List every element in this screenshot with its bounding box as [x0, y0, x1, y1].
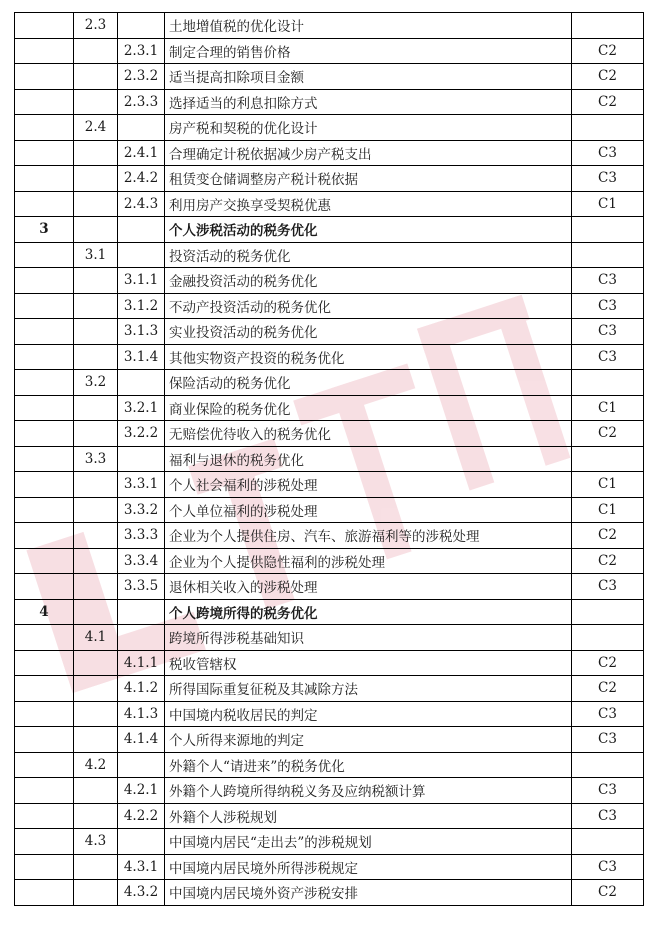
section-number-cell — [74, 140, 118, 166]
chapter-number-cell — [15, 140, 74, 166]
chapter-number-cell — [15, 395, 74, 421]
table-row — [15, 778, 644, 804]
competency-level-cell: C2 — [572, 650, 644, 676]
table-row — [15, 829, 644, 855]
subsection-number-cell: 2.4.1 — [118, 140, 165, 166]
topic-title-cell: 不动产投资活动的税务优化 — [165, 293, 572, 319]
section-number-cell: 4.2 — [74, 752, 118, 778]
topic-title-cell: 个人所得来源地的判定 — [165, 727, 572, 753]
topic-title-cell: 税收管辖权 — [165, 650, 572, 676]
table-row — [15, 370, 644, 396]
table-row — [15, 166, 644, 192]
chapter-number-cell — [15, 446, 74, 472]
subsection-number-cell: 3.1.4 — [118, 344, 165, 370]
topic-title-cell: 外籍个人“请进来”的税务优化 — [165, 752, 572, 778]
chapter-number-cell — [15, 191, 74, 217]
section-number-cell — [74, 854, 118, 880]
subsection-number-cell: 4.3.1 — [118, 854, 165, 880]
subsection-number-cell: 2.4.3 — [118, 191, 165, 217]
competency-level-cell: C2 — [572, 89, 644, 115]
topic-title-cell: 外籍个人跨境所得纳税义务及应纳税额计算 — [165, 778, 572, 804]
competency-level-cell: C1 — [572, 395, 644, 421]
section-number-cell: 4.3 — [74, 829, 118, 855]
subsection-number-cell — [118, 370, 165, 396]
chapter-number-cell — [15, 166, 74, 192]
section-number-cell — [74, 523, 118, 549]
subsection-number-cell — [118, 599, 165, 625]
topic-title-cell: 租赁变仓储调整房产税计税依据 — [165, 166, 572, 192]
topic-title-cell: 福利与退休的税务优化 — [165, 446, 572, 472]
subsection-number-cell: 3.3.3 — [118, 523, 165, 549]
chapter-number-cell — [15, 344, 74, 370]
topic-title-cell: 企业为个人提供隐性福利的涉税处理 — [165, 548, 572, 574]
table-row — [15, 472, 644, 498]
competency-level-cell — [572, 446, 644, 472]
section-number-cell — [74, 701, 118, 727]
subsection-number-cell — [118, 115, 165, 141]
competency-level-cell: C2 — [572, 38, 644, 64]
section-number-cell — [74, 64, 118, 90]
table-row — [15, 344, 644, 370]
section-number-cell — [74, 166, 118, 192]
table-row — [15, 548, 644, 574]
chapter-number-cell — [15, 676, 74, 702]
chapter-number-cell — [15, 497, 74, 523]
section-number-cell: 3.2 — [74, 370, 118, 396]
topic-title-cell: 其他实物资产投资的税务优化 — [165, 344, 572, 370]
topic-title-cell: 无赔偿优待收入的税务优化 — [165, 421, 572, 447]
subsection-number-cell: 3.3.2 — [118, 497, 165, 523]
table-row — [15, 701, 644, 727]
topic-title-cell: 房产税和契税的优化设计 — [165, 115, 572, 141]
competency-level-cell: C2 — [572, 676, 644, 702]
topic-title-cell: 中国境内居民“走出去”的涉税规划 — [165, 829, 572, 855]
topic-title-cell: 土地增值税的优化设计 — [165, 13, 572, 39]
chapter-row — [15, 217, 644, 243]
topic-title-cell: 个人跨境所得的税务优化 — [165, 599, 572, 625]
table-row — [15, 13, 644, 39]
competency-level-cell: C1 — [572, 472, 644, 498]
table-row — [15, 140, 644, 166]
topic-title-cell: 投资活动的税务优化 — [165, 242, 572, 268]
subsection-number-cell: 2.4.2 — [118, 166, 165, 192]
competency-level-cell: C3 — [572, 293, 644, 319]
table-row — [15, 89, 644, 115]
competency-level-cell — [572, 242, 644, 268]
subsection-number-cell: 3.3.1 — [118, 472, 165, 498]
chapter-number-cell — [15, 115, 74, 141]
subsection-number-cell: 2.3.3 — [118, 89, 165, 115]
topic-title-cell: 中国境内税收居民的判定 — [165, 701, 572, 727]
subsection-number-cell — [118, 217, 165, 243]
subsection-number-cell: 3.3.5 — [118, 574, 165, 600]
subsection-number-cell: 2.3.2 — [118, 64, 165, 90]
subsection-number-cell: 2.3.1 — [118, 38, 165, 64]
topic-title-cell: 退休相关收入的涉税处理 — [165, 574, 572, 600]
section-number-cell — [74, 268, 118, 294]
competency-level-cell: C3 — [572, 140, 644, 166]
chapter-number-cell — [15, 64, 74, 90]
subsection-number-cell: 3.1.3 — [118, 319, 165, 345]
competency-level-cell: C3 — [572, 701, 644, 727]
section-number-cell — [74, 217, 118, 243]
competency-level-cell: C3 — [572, 344, 644, 370]
chapter-number-cell — [15, 548, 74, 574]
competency-level-cell: C3 — [572, 268, 644, 294]
topic-title-cell: 制定合理的销售价格 — [165, 38, 572, 64]
topic-title-cell: 选择适当的利息扣除方式 — [165, 89, 572, 115]
table-row — [15, 115, 644, 141]
subsection-number-cell: 3.1.1 — [118, 268, 165, 294]
chapter-number-cell — [15, 421, 74, 447]
chapter-number-cell — [15, 268, 74, 294]
table-row — [15, 650, 644, 676]
table-row — [15, 395, 644, 421]
section-number-cell — [74, 191, 118, 217]
chapter-number-cell — [15, 574, 74, 600]
competency-level-cell — [572, 370, 644, 396]
chapter-number-cell — [15, 727, 74, 753]
table-row — [15, 64, 644, 90]
table-row — [15, 803, 644, 829]
topic-title-cell: 商业保险的税务优化 — [165, 395, 572, 421]
section-number-cell: 3.1 — [74, 242, 118, 268]
topic-title-cell: 实业投资活动的税务优化 — [165, 319, 572, 345]
topic-title-cell: 所得国际重复征税及其减除方法 — [165, 676, 572, 702]
topic-title-cell: 个人社会福利的涉税处理 — [165, 472, 572, 498]
competency-level-cell: C3 — [572, 166, 644, 192]
competency-level-cell: C3 — [572, 854, 644, 880]
chapter-number-cell — [15, 13, 74, 39]
topic-title-cell: 利用房产交换享受契税优惠 — [165, 191, 572, 217]
chapter-number-cell — [15, 854, 74, 880]
chapter-number-cell — [15, 370, 74, 396]
topic-title-cell: 个人单位福利的涉税处理 — [165, 497, 572, 523]
section-number-cell — [74, 497, 118, 523]
table-row — [15, 38, 644, 64]
competency-level-cell — [572, 625, 644, 651]
section-number-cell: 2.3 — [74, 13, 118, 39]
chapter-number-cell — [15, 472, 74, 498]
subsection-number-cell: 4.1.3 — [118, 701, 165, 727]
syllabus-rows — [15, 13, 644, 906]
subsection-number-cell: 3.3.4 — [118, 548, 165, 574]
table-row — [15, 421, 644, 447]
competency-level-cell — [572, 115, 644, 141]
chapter-row — [15, 599, 644, 625]
topic-title-cell: 中国境内居民境外所得涉税规定 — [165, 854, 572, 880]
competency-level-cell: C2 — [572, 523, 644, 549]
section-number-cell — [74, 574, 118, 600]
section-number-cell — [74, 89, 118, 115]
subsection-number-cell: 3.2.2 — [118, 421, 165, 447]
table-row — [15, 319, 644, 345]
table-row — [15, 446, 644, 472]
chapter-number-cell — [15, 778, 74, 804]
section-number-cell — [74, 344, 118, 370]
table-row — [15, 727, 644, 753]
syllabus-table — [14, 12, 644, 906]
chapter-number-cell: 3 — [15, 217, 74, 243]
topic-title-cell: 中国境内居民境外资产涉税安排 — [165, 880, 572, 906]
topic-title-cell: 跨境所得涉税基础知识 — [165, 625, 572, 651]
subsection-number-cell — [118, 446, 165, 472]
table-row — [15, 191, 644, 217]
competency-level-cell: C1 — [572, 497, 644, 523]
chapter-number-cell — [15, 293, 74, 319]
subsection-number-cell — [118, 242, 165, 268]
chapter-number-cell — [15, 89, 74, 115]
table-row — [15, 574, 644, 600]
subsection-number-cell: 4.1.4 — [118, 727, 165, 753]
section-number-cell — [74, 421, 118, 447]
topic-title-cell: 个人涉税活动的税务优化 — [165, 217, 572, 243]
section-number-cell — [74, 676, 118, 702]
table-row — [15, 854, 644, 880]
chapter-number-cell — [15, 803, 74, 829]
table-row — [15, 752, 644, 778]
competency-level-cell — [572, 599, 644, 625]
competency-level-cell: C3 — [572, 803, 644, 829]
table-row — [15, 293, 644, 319]
section-number-cell — [74, 880, 118, 906]
competency-level-cell: C2 — [572, 548, 644, 574]
competency-level-cell — [572, 13, 644, 39]
topic-title-cell: 企业为个人提供住房、汽车、旅游福利等的涉税处理 — [165, 523, 572, 549]
chapter-number-cell — [15, 752, 74, 778]
chapter-number-cell — [15, 38, 74, 64]
subsection-number-cell: 4.2.2 — [118, 803, 165, 829]
subsection-number-cell: 4.3.2 — [118, 880, 165, 906]
chapter-number-cell — [15, 880, 74, 906]
competency-level-cell: C3 — [572, 319, 644, 345]
competency-level-cell — [572, 829, 644, 855]
section-number-cell — [74, 650, 118, 676]
topic-title-cell: 保险活动的税务优化 — [165, 370, 572, 396]
chapter-number-cell — [15, 319, 74, 345]
section-number-cell — [74, 548, 118, 574]
section-number-cell — [74, 395, 118, 421]
subsection-number-cell — [118, 13, 165, 39]
subsection-number-cell: 4.1.2 — [118, 676, 165, 702]
competency-level-cell: C3 — [572, 574, 644, 600]
subsection-number-cell — [118, 625, 165, 651]
section-number-cell: 4.1 — [74, 625, 118, 651]
subsection-number-cell: 3.1.2 — [118, 293, 165, 319]
competency-level-cell — [572, 752, 644, 778]
table-row — [15, 676, 644, 702]
chapter-number-cell — [15, 523, 74, 549]
competency-level-cell: C3 — [572, 727, 644, 753]
section-number-cell — [74, 599, 118, 625]
competency-level-cell: C1 — [572, 191, 644, 217]
section-number-cell: 2.4 — [74, 115, 118, 141]
topic-title-cell: 合理确定计税依据减少房产税支出 — [165, 140, 572, 166]
chapter-number-cell — [15, 829, 74, 855]
subsection-number-cell: 3.2.1 — [118, 395, 165, 421]
subsection-number-cell — [118, 752, 165, 778]
competency-level-cell: C2 — [572, 880, 644, 906]
chapter-number-cell: 4 — [15, 599, 74, 625]
section-number-cell — [74, 803, 118, 829]
chapter-number-cell — [15, 650, 74, 676]
topic-title-cell: 适当提高扣除项目金额 — [165, 64, 572, 90]
subsection-number-cell: 4.1.1 — [118, 650, 165, 676]
section-number-cell — [74, 727, 118, 753]
competency-level-cell — [572, 217, 644, 243]
chapter-number-cell — [15, 701, 74, 727]
table-row — [15, 497, 644, 523]
table-row — [15, 625, 644, 651]
table-row — [15, 242, 644, 268]
section-number-cell — [74, 38, 118, 64]
section-number-cell — [74, 293, 118, 319]
subsection-number-cell — [118, 829, 165, 855]
chapter-number-cell — [15, 242, 74, 268]
competency-level-cell: C2 — [572, 421, 644, 447]
chapter-number-cell — [15, 625, 74, 651]
competency-level-cell: C3 — [572, 778, 644, 804]
competency-level-cell: C2 — [572, 64, 644, 90]
topic-title-cell: 金融投资活动的税务优化 — [165, 268, 572, 294]
section-number-cell: 3.3 — [74, 446, 118, 472]
topic-title-cell: 外籍个人涉税规划 — [165, 803, 572, 829]
subsection-number-cell: 4.2.1 — [118, 778, 165, 804]
section-number-cell — [74, 472, 118, 498]
table-row — [15, 268, 644, 294]
section-number-cell — [74, 319, 118, 345]
section-number-cell — [74, 778, 118, 804]
table-row — [15, 880, 644, 906]
table-row — [15, 523, 644, 549]
